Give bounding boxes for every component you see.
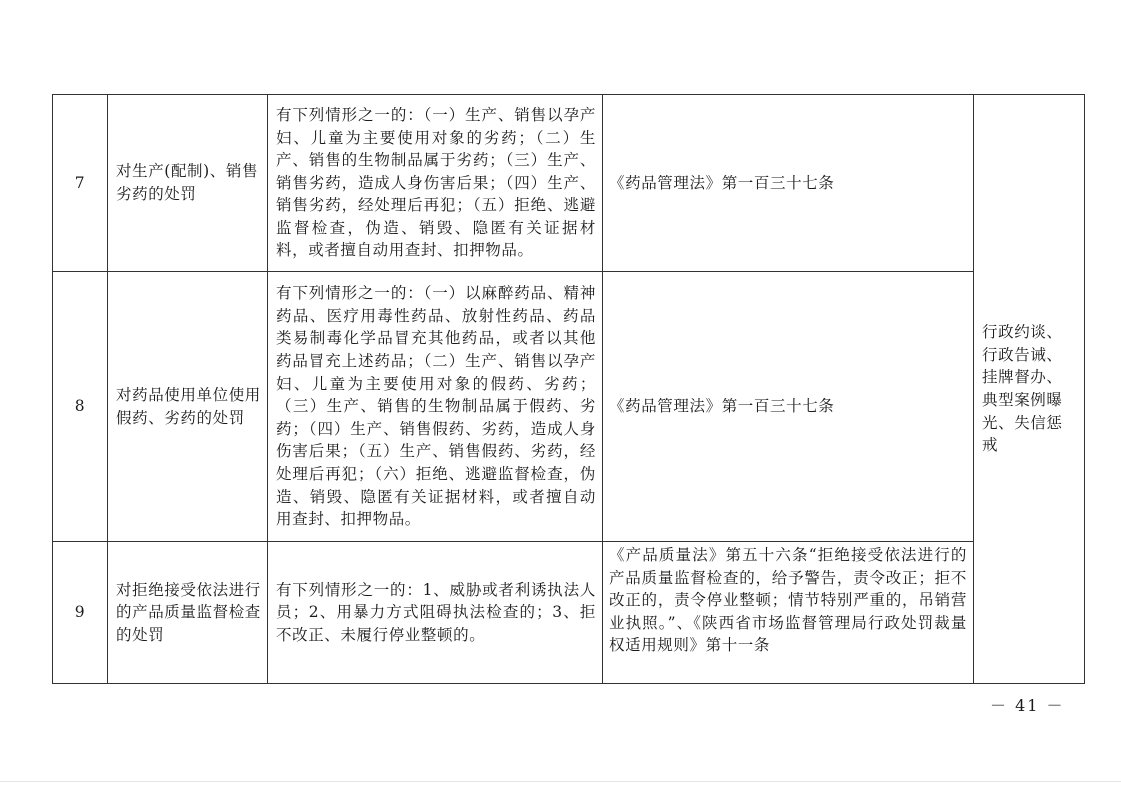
table-row bbox=[53, 95, 1085, 272]
penalty-item: 对药品使用单位使用假药、劣药的处罚 bbox=[108, 272, 268, 542]
penalty-item: 对生产(配制)、销售劣药的处罚 bbox=[108, 95, 268, 272]
enforcement-measures: 行政约谈、行政告诫、挂牌督办、典型案例曝光、失信惩戒 bbox=[974, 95, 1085, 684]
penalty-table bbox=[52, 94, 1085, 684]
penalty-conditions: 有下列情形之一的：（一）生产、销售以孕产妇、儿童为主要使用对象的劣药；（二）生产、销售的生物制品属于劣药；（三）生产、销售劣药，造成人身伤害后果；（四）生产、销售劣药，经处理后再犯；（五）拒绝、逃避监督检查，伪造、销毁、隐匿有关证据材料，或者擅自动用查封、扣押物品。 bbox=[268, 95, 603, 272]
row-number: 8 bbox=[53, 272, 108, 542]
penalty-item: 对拒绝接受依法进行的产品质量监督检查的处罚 bbox=[108, 542, 268, 684]
row-number: 9 bbox=[53, 542, 108, 684]
table-row bbox=[53, 542, 1085, 684]
penalty-conditions: 有下列情形之一的：（一）以麻醉药品、精神药品、医疗用毒性药品、放射性药品、药品类易制毒化学品冒充其他药品，或者以其他药品冒充上述药品；（二）生产、销售以孕产妇、儿童为主要使用对象的假药、劣药；（三）生产、销售的生物制品属于假药、劣药；（四）生产、销售假药、劣药，造成人身伤害后果；（五）生产、销售假药、劣药，经处理后再犯；（六）拒绝、逃避监督检查，伪造、销毁、隐匿有关证据材料，或者擅自动用查封、扣押物品。 bbox=[268, 272, 603, 542]
penalty-conditions: 有下列情形之一的：1、威胁或者利诱执法人员；2、用暴力方式阻碍执法检查的；3、拒不改正、未履行停业整顿的。 bbox=[268, 542, 603, 684]
legal-basis: 《药品管理法》第一百三十七条 bbox=[603, 272, 974, 542]
row-number: 7 bbox=[53, 95, 108, 272]
legal-basis: 《药品管理法》第一百三十七条 bbox=[603, 95, 974, 272]
page-number: － 41 － bbox=[990, 696, 1065, 715]
legal-basis: 《产品质量法》第五十六条“拒绝接受依法进行的产品质量监督检查的，给予警告，责令改正；拒不改正的，责令停业整顿；情节特别严重的，吊销营业执照。”、《陕西省市场监督管理局行政处罚裁量权适用规则》第十一条 bbox=[603, 542, 974, 684]
table-row bbox=[53, 272, 1085, 542]
page-edge-divider bbox=[0, 781, 1121, 782]
